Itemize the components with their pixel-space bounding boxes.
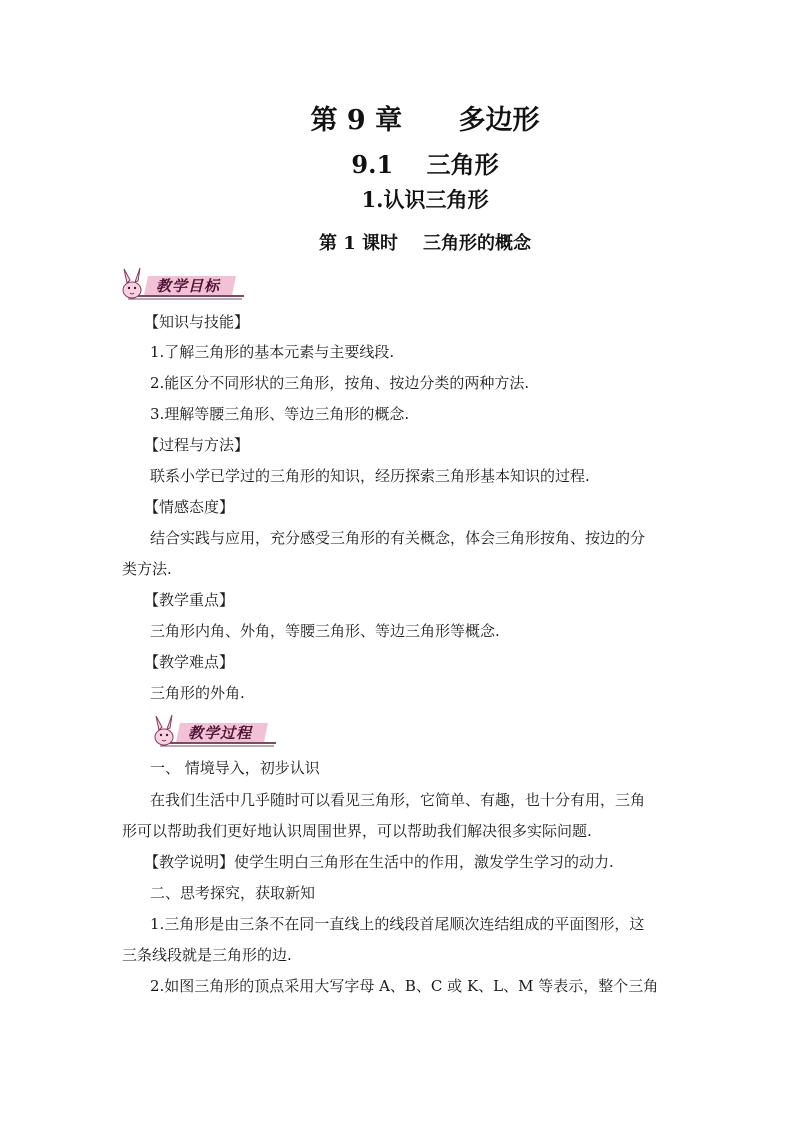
- difficult-heading: 【教学难点】: [144, 653, 235, 671]
- knowledge-heading: 【知识与技能】: [144, 313, 250, 331]
- method-heading: 【过程与方法】: [144, 436, 250, 454]
- step1-heading: 一、 情境导入，初步认识: [150, 759, 320, 777]
- method-text: 联系小学已学过的三角形的知识，经历探索三角形基本知识的过程.: [150, 467, 590, 485]
- knowledge-item-1: 1.了解三角形的基本元素与主要线段.: [150, 343, 395, 361]
- process-badge-label: 教学过程: [188, 724, 253, 742]
- objectives-badge-label: 教学目标: [156, 277, 221, 295]
- attitude-heading: 【情感态度】: [144, 498, 235, 516]
- lesson-title: 第 1 课时 三角形的概念: [318, 233, 532, 254]
- step2-item1-line-2: 三条线段就是三角形的边.: [122, 946, 292, 964]
- step2-item2-line-1: 2.如图三角形的顶点采用大写字母 A、B、C 或 K、L、M 等表示，整个三角: [150, 977, 659, 995]
- step1-text-line-1: 在我们生活中几乎随时可以看见三角形，它简单、有趣，也十分有用，三角: [150, 791, 646, 809]
- knowledge-item-3: 3.理解等腰三角形、等边三角形的概念.: [150, 405, 410, 423]
- objectives-badge: [118, 266, 246, 302]
- section-title: 9.1 三角形: [351, 150, 499, 179]
- process-badge: [150, 713, 278, 749]
- difficult-text: 三角形的外角.: [150, 684, 245, 702]
- chapter-title: 第 9 章 多边形: [310, 105, 540, 136]
- step2-heading: 二、思考探究，获取新知: [150, 884, 316, 902]
- key-heading: 【教学重点】: [144, 591, 235, 609]
- attitude-text-line-1: 结合实践与应用，充分感受三角形的有关概念，体会三角形按角、按边的分: [150, 529, 646, 547]
- step1-note: 【教学说明】使学生明白三角形在生活中的作用，激发学生学习的动力.: [144, 853, 614, 871]
- knowledge-item-2: 2.能区分不同形状的三角形，按角、按边分类的两种方法.: [150, 374, 530, 392]
- attitude-text-line-2: 类方法.: [122, 560, 172, 578]
- subsection-title: 1.认识三角形: [361, 187, 489, 212]
- key-text: 三角形内角、外角，等腰三角形、等边三角形等概念.: [150, 622, 500, 640]
- step1-text-line-2: 形可以帮助我们更好地认识周围世界，可以帮助我们解决很多实际问题.: [122, 822, 592, 840]
- step2-item1-line-1: 1.三角形是由三条不在同一直线上的线段首尾顺次连结组成的平面图形，这: [150, 915, 645, 933]
